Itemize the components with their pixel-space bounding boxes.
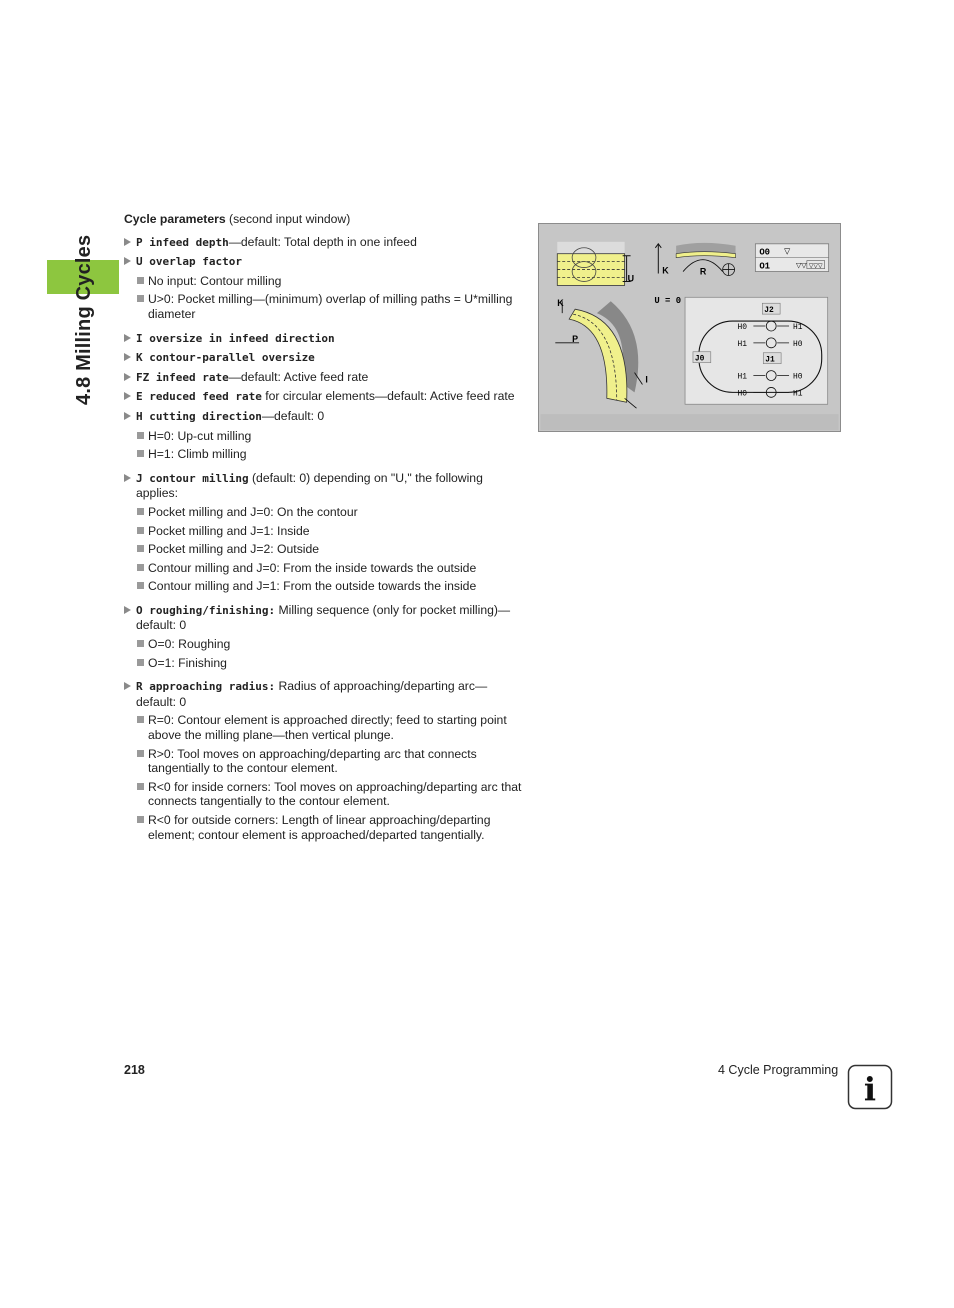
bullet-square-icon bbox=[137, 295, 144, 302]
svg-text:▽: ▽ bbox=[784, 246, 791, 256]
parameter-item bbox=[124, 679, 522, 709]
bullet-square-icon bbox=[137, 564, 144, 571]
label-h1-c: H1 bbox=[737, 372, 748, 382]
heading-rest: (second input window) bbox=[225, 212, 351, 226]
parameter-code: R approaching radius: bbox=[136, 680, 276, 694]
parameter-code: U overlap factor bbox=[136, 255, 242, 269]
sub-item bbox=[124, 656, 522, 671]
parameter-code: E reduced feed rate bbox=[136, 390, 262, 404]
parameter-code: P infeed depth bbox=[136, 235, 229, 249]
sub-item-text: Pocket milling and J=1: Inside bbox=[148, 523, 310, 538]
sub-item-text: Contour milling and J=0: From the inside towards the outside bbox=[148, 560, 477, 575]
bullet-square-icon bbox=[137, 508, 144, 515]
label-u-eq-0: U = 0 bbox=[654, 296, 682, 307]
parameter-item bbox=[124, 254, 522, 270]
parameter-item bbox=[124, 370, 522, 386]
sub-item bbox=[124, 542, 522, 557]
parameter-code: H cutting direction bbox=[136, 409, 262, 423]
sub-item bbox=[124, 292, 522, 321]
bullet-square-icon bbox=[137, 750, 144, 757]
sub-item-text: No input: Contour milling bbox=[148, 273, 282, 288]
label-j0: J0 bbox=[694, 354, 705, 364]
sub-item bbox=[124, 505, 522, 520]
parameter-code: FZ infeed rate bbox=[136, 370, 229, 384]
sub-item-text: H=1: Climb milling bbox=[148, 447, 247, 462]
sub-item-text: O=0: Roughing bbox=[148, 637, 231, 652]
bullet-arrow-icon bbox=[124, 257, 131, 265]
label-j2: J2 bbox=[764, 306, 774, 316]
label-r: R bbox=[699, 266, 707, 277]
sub-item bbox=[124, 579, 522, 594]
parameter-item bbox=[124, 389, 522, 405]
bullet-square-icon bbox=[137, 716, 144, 723]
sub-item bbox=[124, 561, 522, 576]
cycle-diagram bbox=[538, 223, 841, 432]
parameter-description: —default: Total depth in one infeed bbox=[228, 234, 417, 249]
sub-item-text: Contour milling and J=1: From the outside towards the inside bbox=[148, 579, 477, 594]
label-i: I bbox=[645, 374, 648, 385]
sub-item bbox=[124, 524, 522, 539]
main-content bbox=[124, 212, 522, 846]
parameter-code: I oversize in infeed direction bbox=[136, 331, 335, 345]
bullet-square-icon bbox=[137, 783, 144, 790]
bullet-square-icon bbox=[137, 527, 144, 534]
svg-text:▽▽: ▽▽ bbox=[795, 261, 807, 270]
bullet-arrow-icon bbox=[124, 238, 131, 246]
chapter-title: 4.8 Milling Cycles bbox=[73, 234, 95, 405]
label-h0-c: H0 bbox=[793, 372, 803, 382]
label-h0-a: H0 bbox=[737, 322, 748, 332]
parameter-code: J contour milling bbox=[136, 471, 249, 485]
label-h0-d: H0 bbox=[737, 389, 748, 399]
label-j1: J1 bbox=[765, 355, 775, 365]
parameter-item bbox=[124, 235, 522, 251]
label-h0-b: H0 bbox=[793, 339, 803, 349]
sub-item-text: H=0: Up-cut milling bbox=[148, 428, 252, 443]
label-h1-b: H1 bbox=[737, 339, 748, 349]
label-k2: K bbox=[557, 298, 564, 309]
label-h1-d: H1 bbox=[793, 389, 803, 399]
parameter-item bbox=[124, 331, 522, 347]
bullet-square-icon bbox=[137, 450, 144, 457]
parameter-list bbox=[124, 235, 522, 843]
sub-item-text: R=0: Contour element is approached directly; feed to starting point above the milling plane—then vertical plunge. bbox=[148, 713, 507, 743]
bullet-square-icon bbox=[137, 582, 144, 589]
bullet-square-icon bbox=[137, 277, 144, 284]
svg-text:i: i bbox=[863, 1070, 877, 1108]
sub-item-text: R<0 for inside corners: Tool moves on approaching/departing arc that connects tangentially to the contour element. bbox=[148, 779, 522, 809]
label-k: K bbox=[662, 265, 669, 276]
sub-item-text: Pocket milling and J=2: Outside bbox=[148, 542, 320, 557]
infeed-depth-sketch bbox=[557, 242, 630, 286]
parameter-item bbox=[124, 409, 522, 425]
sub-item bbox=[124, 274, 522, 289]
sub-item bbox=[124, 637, 522, 652]
bullet-arrow-icon bbox=[124, 412, 131, 420]
bullet-arrow-icon bbox=[124, 392, 131, 400]
info-icon bbox=[847, 1064, 893, 1110]
page-number: 218 bbox=[124, 1063, 145, 1077]
parameter-code: O roughing/finishing: bbox=[136, 603, 276, 617]
bullet-arrow-icon bbox=[124, 334, 131, 342]
heading-bold: Cycle parameters bbox=[124, 212, 226, 226]
figure-status-strip bbox=[540, 414, 838, 430]
parameter-item bbox=[124, 603, 522, 633]
parameter-item bbox=[124, 350, 522, 366]
parameter-description: (default: 0) depending on "U," the following applies: bbox=[136, 470, 483, 501]
sub-item-text: U>0: Pocket milling—(minimum) overlap of milling paths = U*milling diameter bbox=[148, 292, 513, 321]
bullet-arrow-icon bbox=[124, 682, 131, 690]
parameter-description: Milling sequence (only for pocket milling)—default: 0 bbox=[136, 602, 511, 633]
parameter-description: for circular elements—default: Active feed rate bbox=[261, 389, 515, 404]
parameter-code: K contour-parallel oversize bbox=[136, 351, 315, 365]
sub-item bbox=[124, 429, 522, 444]
label-h1-a: H1 bbox=[793, 322, 803, 332]
bullet-arrow-icon bbox=[124, 373, 131, 381]
bullet-square-icon bbox=[137, 432, 144, 439]
bullet-square-icon bbox=[137, 816, 144, 823]
label-p: P bbox=[572, 333, 579, 344]
bullet-arrow-icon bbox=[124, 353, 131, 361]
bullet-arrow-icon bbox=[124, 474, 131, 482]
direction-panel bbox=[685, 297, 828, 404]
sub-item bbox=[124, 713, 522, 742]
label-u: U bbox=[627, 273, 635, 284]
bullet-square-icon bbox=[137, 659, 144, 666]
parameter-description: Radius of approaching/departing arc—default: 0 bbox=[136, 679, 488, 709]
label-o0: O0 bbox=[759, 247, 771, 258]
sub-item-text: R>0: Tool moves on approaching/departing arc that connects tangentially to the contour element. bbox=[148, 746, 477, 776]
sub-item-text: Pocket milling and J=0: On the contour bbox=[148, 504, 358, 519]
bullet-square-icon bbox=[137, 545, 144, 552]
parameter-description: —default: 0 bbox=[261, 408, 325, 423]
bullet-arrow-icon bbox=[124, 606, 131, 614]
sub-item bbox=[124, 447, 522, 462]
svg-text:▽▽▽: ▽▽▽ bbox=[808, 262, 823, 270]
sub-item bbox=[124, 813, 522, 842]
sub-item-text: R<0 for outside corners: Length of linear approaching/departing element; contour element is approached/departed tangentially. bbox=[148, 813, 491, 842]
sub-item bbox=[124, 747, 522, 776]
parameter-description: —default: Active feed rate bbox=[228, 369, 369, 384]
sub-item bbox=[124, 780, 522, 809]
bullet-square-icon bbox=[137, 640, 144, 647]
parameter-item bbox=[124, 471, 522, 501]
section-heading bbox=[124, 212, 522, 227]
chapter-footer: 4 Cycle Programming bbox=[718, 1063, 839, 1077]
label-o1: O1 bbox=[759, 261, 771, 272]
sub-item-text: O=1: Finishing bbox=[148, 655, 227, 670]
